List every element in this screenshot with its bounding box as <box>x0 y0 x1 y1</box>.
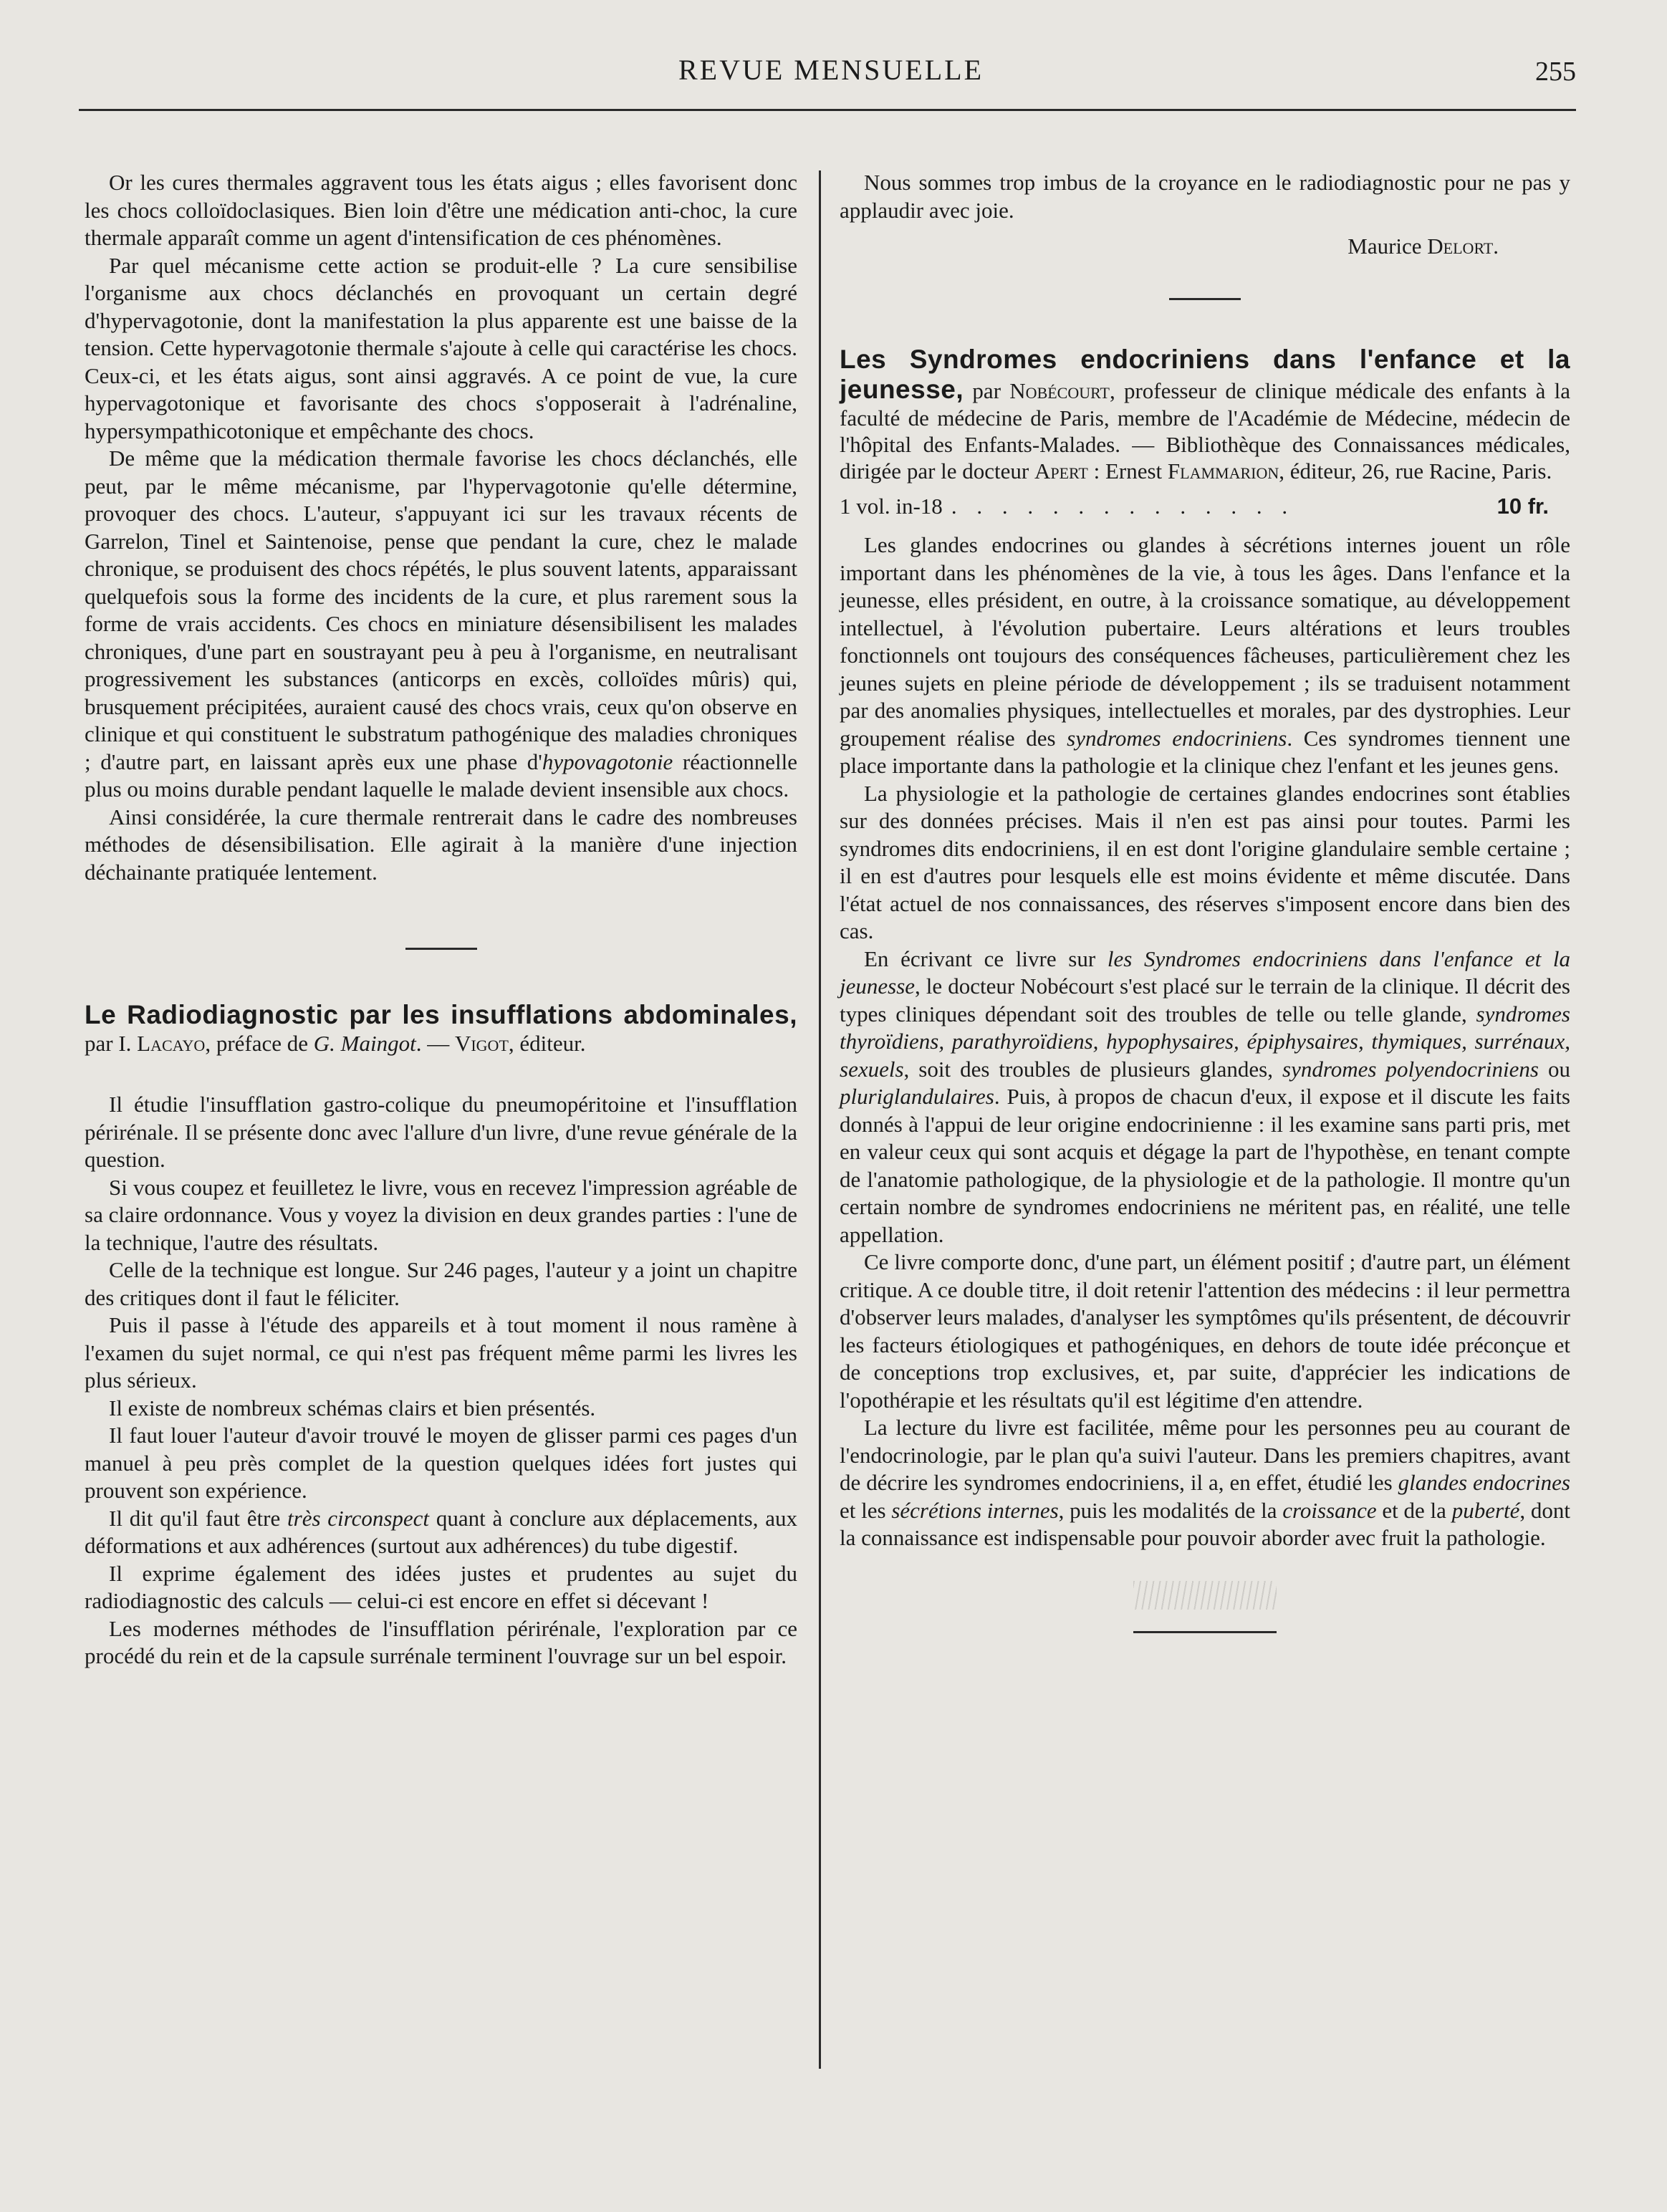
paragraph: Or les cures thermales aggravent tous les états aigus ; elles favorisent donc les chocs colloïdoclasiques. Bien loin d'être une médication anti-choc, la cure thermale apparaît comme un agent d'intensification de ces phénomènes. <box>85 170 797 250</box>
left-column <box>85 169 797 1670</box>
publisher-role: , éditeur. <box>508 1031 586 1056</box>
paragraph <box>840 1414 1570 1552</box>
price-line <box>840 493 1570 521</box>
signature-first: Maurice <box>1347 234 1422 259</box>
text-run: Il dit qu'il faut être <box>109 1505 288 1531</box>
review-by: par <box>964 378 1001 403</box>
italic-term: très circonspect <box>287 1505 430 1531</box>
text-run: . Ces syndromes tiennent une place importante dans la pathologie et la clinique chez l'enfant et les jeunes gens. <box>840 725 1570 778</box>
italic-term: syndromes polyendocriniens <box>1282 1056 1539 1082</box>
text-run: Les glandes endocrines ou glandes à sécrétions internes jouent un rôle important dans les phénomènes de la vie, à tous les âges. Dans l'enfance et la jeunesse, elles président, en outre, à la croissance somatique, au développement intellectuel, à l'évolution pubertaire. Leurs altérations et leurs troubles fonctionnels ont toujours des conséquences fâcheuses, particulièrement chez les jeunes sujets en pleine période de développement ; ils se traduisent notamment par des anomalies physiques, intellectuelles et morales, par des dystrophies. Leur groupement réalise des <box>840 532 1570 751</box>
italic-term: pluriglandulaires <box>840 1084 994 1109</box>
paragraph: Ainsi considérée, la cure thermale rentrerait dans le cadre des nombreuses méthodes de désensibilisation. Elle agirait à la manière d'une injection déchainante pratiquée lentement. <box>85 804 797 885</box>
running-title: REVUE MENSUELLE <box>678 54 984 86</box>
italic-term: les Syndromes endocriniens dans l'enfance et la jeunesse <box>840 946 1570 999</box>
volume-format: 1 vol. in-18 <box>840 493 943 519</box>
signature-last: Delort <box>1427 234 1494 259</box>
publisher: Vigot <box>454 1031 509 1056</box>
italic-term: croissance <box>1282 1497 1377 1523</box>
review-desc: , éditeur, 26, rue Racine, Paris. <box>1279 458 1552 484</box>
paragraph: Si vous coupez et feuilletez le livre, vous en recevez l'impression agréable de sa claire ordonnance. Vous y voyez la division en deux grandes parties : l'une de la technique, l'autre des résultats. <box>85 1174 797 1255</box>
review-by: par I. <box>85 1031 132 1056</box>
review-preface: , préface de <box>205 1031 309 1056</box>
review-author: Lacayo <box>137 1031 206 1056</box>
text-run: réactionnelle plus ou moins durable pendant laquelle le malade devient insensible aux chocs. <box>85 749 797 802</box>
paragraph <box>85 1505 797 1560</box>
review-title: Le Radiodiagnostic par les insufflations abdominales, <box>85 1000 797 1029</box>
italic-term: glandes endocrines <box>1398 1470 1570 1495</box>
italic-term: syndromes thyroïdiens, parathyroïdiens, hypophysaires, épiphysaires, thymiques, surrénaux, sexuels <box>840 1001 1570 1082</box>
series-director: Apert <box>1034 458 1088 484</box>
italic-term: puberté <box>1451 1497 1520 1523</box>
paragraph: Celle de la technique est longue. Sur 246 pages, l'auteur y a joint un chapitre des critiques dont il faut le féliciter. <box>85 1257 797 1310</box>
faded-stamp <box>1133 1581 1277 1610</box>
header-rule <box>79 109 1576 111</box>
column-divider <box>819 170 821 2069</box>
page-number: 255 <box>1535 57 1576 87</box>
text-run: La lecture du livre est facilitée, même pour les personnes peu au courant de l'endocrinologie, par le plan qu'a suivi l'auteur. Dans les premiers chapitres, avant de décrire les syndromes endocriniens, il a, en effet, étudié les <box>840 1415 1570 1495</box>
price: 10 fr. <box>1497 493 1549 519</box>
text-run: De même que la médication thermale favorise les chocs déclanchés, elle peut, par le même mécanisme, par l'hypervagotonie qu'elle détermine, provoquer des chocs. L'auteur, s'appuyant ici sur les travaux récents de Garrelon, Tinel et Saintenoise, pense que pendant la cure, chez le malade chronique, se produisent des chocs répétés, le plus souvent latents, apparaissant quelquefois sous la forme des incidents de la cure, et plus rarement sous la forme de vrais accidents. Ces chocs en miniature désensibilisent les malades chroniques, d'une part en soustrayant peu à peu à l'organisme, en neutralisant progressivement les substances (anticorps en excès, colloïdes mûris) qui, brusquement précipitées, auraient causé des chocs vrais, ceux qu'on observe en clinique et qui constituent le substratum pathogénique des maladies chroniques ; d'autre part, en laissant après eux une phase d' <box>85 446 797 774</box>
review-desc: , professeur de clinique médicale des enfants à la faculté de médecine de Paris, membre de l'Académie de Médecine, médecin de l'hôpital des Enfants-Malades. — Bibliothèque des Connaissances médicales, dirigée par le docteur <box>840 378 1570 484</box>
paragraph: Il étudie l'insufflation gastro-colique du pneumopéritoine et l'insufflation périrénale. Il se présente donc avec l'allure d'un livre, d'une revue générale de la question. <box>85 1092 797 1172</box>
review-heading-radiodiagnostic <box>85 1000 797 1057</box>
review-title: Les Syndromes endocriniens dans l'enfance et la jeunesse, <box>840 344 1570 404</box>
text-run: et les <box>840 1497 892 1523</box>
end-rule <box>1133 1631 1277 1633</box>
text-run: , soit des troubles de plusieurs glandes, <box>903 1056 1283 1082</box>
paragraph: Par quel mécanisme cette action se produit-elle ? La cure sensibilise l'organisme aux chocs déclanchés en provoquant un certain degré d'hypervagotonie, dont la manifestation la plus apparente est une baisse de la tension. Cette hypervagotonie thermale s'ajoute à celle qui caractérise les chocs. Ceux-ci, et les états aigus, sont ainsi aggravés. A ce point de vue, la cure hypervagotonique et favorisante des chocs s'opposerait à l'adrénaline, hypersympathicotonique et empêchante des chocs. <box>85 252 797 443</box>
signature-dot: . <box>1493 234 1499 259</box>
text-run: , dont la connaissance est indispensable pour pouvoir aborder avec fruit la pathologie. <box>840 1497 1571 1550</box>
paragraph <box>840 946 1570 1249</box>
review-desc: : Ernest <box>1087 458 1163 484</box>
preface-author: G. Maingot <box>313 1031 416 1056</box>
signature <box>840 233 1570 261</box>
review-author: Nobécourt <box>1009 378 1110 403</box>
page-header <box>79 47 1583 105</box>
right-column <box>840 169 1570 1633</box>
italic-term: hypovagotonie <box>542 749 673 774</box>
paragraph <box>840 532 1570 780</box>
text-run: En écrivant ce livre sur <box>864 946 1108 971</box>
paragraph: Les modernes méthodes de l'insufflation périrénale, l'exploration par ce procédé du rein et de la capsule surrénale terminent l'ouvrage sur un bel espoir. <box>85 1615 797 1668</box>
italic-term: sécrétions internes <box>891 1497 1059 1523</box>
text-run: et de la <box>1376 1497 1452 1523</box>
paragraph: Nous sommes trop imbus de la croyance en le radiodiagnostic pour ne pas y applaudir avec joie. <box>840 170 1570 223</box>
paragraph: Ce livre comporte donc, d'une part, un élément positif ; d'autre part, un élément critique. A ce double titre, il doit retenir l'attention des médecins : il leur permettra d'observer leurs malades, d'analyser les symptômes qu'ils présentent, de découvrir les facteurs étiologiques et pathogéniques, en dehors de toute idée préconçue et de conceptions trop exclusives, et, par suite, d'apprécier les indications de l'opothérapie et les résultats qu'il est légitime d'en attendre. <box>840 1249 1570 1413</box>
text-run: quant à conclure aux déplacements, aux déformations et aux adhérences (surtout aux adhérences) du tube digestif. <box>85 1505 798 1558</box>
publisher: Flammarion <box>1167 458 1279 484</box>
text-run: ou <box>1538 1056 1570 1082</box>
paragraph <box>85 445 797 804</box>
paragraph: Il faut louer l'auteur d'avoir trouvé le moyen de glisser parmi ces pages d'un manuel à peu près complet de la question quelques idées fort justes qui prouvent son expérience. <box>85 1423 797 1503</box>
text-run: , le docteur Nobécourt s'est placé sur le terrain de la clinique. Il décrit des types cliniques dépendant soit des troubles de telle ou telle glande, <box>840 973 1570 1026</box>
separator: . — <box>415 1031 450 1056</box>
text-run: , puis les modalités de la <box>1058 1497 1283 1523</box>
paragraph: Puis il passe à l'étude des appareils et à tout moment il nous ramène à l'examen du sujet normal, ce qui n'est pas fréquent même parmi les livres les plus sérieux. <box>85 1312 797 1393</box>
review-heading-endocrine <box>840 345 1570 484</box>
paragraph: Il exprime également des idées justes et prudentes au sujet du radiodiagnostic des calculs — celui-ci est encore en effet si décevant ! <box>85 1560 797 1613</box>
text-run: . Puis, à propos de chacun d'eux, il expose et il discute les faits donnés à l'appui de leur origine endocrinienne : il les examine sans parti pris, met en valeur ceux qui sont acquis et dégage la part de l'hypothèse, en tenant compte de l'anatomie pathologique, de la physiologie et de la pathologie. Il montre qu'un certain nombre de syndromes endocriniens ne méritent pas, en réalité, une telle appellation. <box>840 1084 1570 1247</box>
paragraph: La physiologie et la pathologie de certaines glandes endocrines sont établies sur des données précises. Mais il n'en est pas ainsi pour toutes. Parmi les syndromes dits endocriniens, il en est dont l'origine glandulaire semble certaine ; il en est d'autres pour lesquels elle est moins évidente et même discutée. Dans l'état actuel de nos connaissances, des réserves s'imposent encore dans bien des cas. <box>840 780 1570 943</box>
leader-dots: . . . . . . . . . . . . . . <box>951 493 1295 519</box>
paragraph: Il existe de nombreux schémas clairs et bien présentés. <box>109 1395 596 1420</box>
italic-term: syndromes endocriniens <box>1067 725 1287 751</box>
